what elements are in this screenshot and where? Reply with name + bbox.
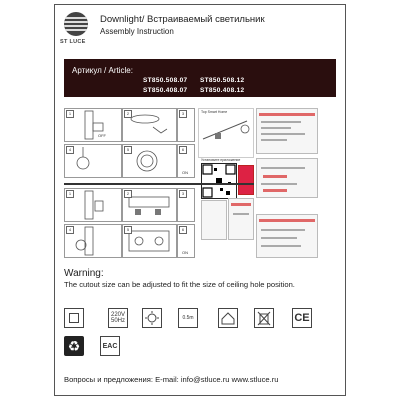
article-code: ST850.508.12 xyxy=(200,77,245,84)
qr-pattern xyxy=(202,164,236,198)
step-number: 1 xyxy=(66,110,74,118)
step-number: 4 xyxy=(66,226,74,234)
track-lights-illustration xyxy=(199,109,253,157)
room-photo xyxy=(201,200,227,240)
step-number: 5 xyxy=(124,226,132,234)
voltage-icon: 220V 50Hz xyxy=(108,308,128,328)
warning-text: The cutout size can be adjusted to fit the size of ceiling hole position. xyxy=(64,280,295,289)
step-number: 6 xyxy=(179,146,187,154)
article-code: ST850.408.07 xyxy=(143,87,188,94)
step-number: 2 xyxy=(124,190,132,198)
app-screenshot xyxy=(256,108,318,154)
page-subtitle: Assembly Instruction xyxy=(100,27,174,36)
contact-footer: Вопросы и предложения: E-mail: info@stluce.ru www.stluce.ru xyxy=(64,375,279,384)
qr-code-icon xyxy=(201,163,237,199)
app-screenshot xyxy=(228,198,254,240)
on-label: ON xyxy=(182,170,188,175)
step-number: 4 xyxy=(66,146,74,154)
app-screenshot xyxy=(256,158,318,198)
step-number: 6 xyxy=(179,226,187,234)
article-code: ST850.408.12 xyxy=(200,87,245,94)
warning-title: Warning: xyxy=(64,268,104,279)
indoor-use-icon xyxy=(218,308,238,328)
weee-bin-icon xyxy=(254,308,274,328)
page-title: Downlight/ Встраиваемый светильник xyxy=(100,14,265,25)
dimmable-icon xyxy=(142,308,162,328)
step-number: 5 xyxy=(124,146,132,154)
app-icon xyxy=(238,165,254,195)
smart-home-diagram xyxy=(198,108,254,158)
step-number: 3 xyxy=(179,190,187,198)
section-divider xyxy=(64,183,254,185)
article-code: ST850.508.07 xyxy=(143,77,188,84)
step-number: 1 xyxy=(66,190,74,198)
on-label: ON xyxy=(182,250,188,255)
st-luce-logo-icon xyxy=(64,12,88,36)
diagram-label: Top Smart Home xyxy=(201,110,228,114)
distance-icon: 0.5m xyxy=(178,308,198,328)
step-number: 2 xyxy=(124,110,132,118)
off-label: OFF xyxy=(98,133,106,138)
step-number: 3 xyxy=(179,110,187,118)
qr-label: Установите приложение xyxy=(201,158,241,162)
eac-mark-icon: EAC xyxy=(100,336,120,356)
recycle-icon: ♻ xyxy=(64,336,84,356)
double-insulation-icon xyxy=(64,308,84,328)
ce-mark-icon: CE xyxy=(292,308,312,328)
app-screenshot xyxy=(256,214,318,258)
brand-name: ST LUCE xyxy=(60,39,86,45)
article-label: Артикул / Article: xyxy=(72,66,133,75)
